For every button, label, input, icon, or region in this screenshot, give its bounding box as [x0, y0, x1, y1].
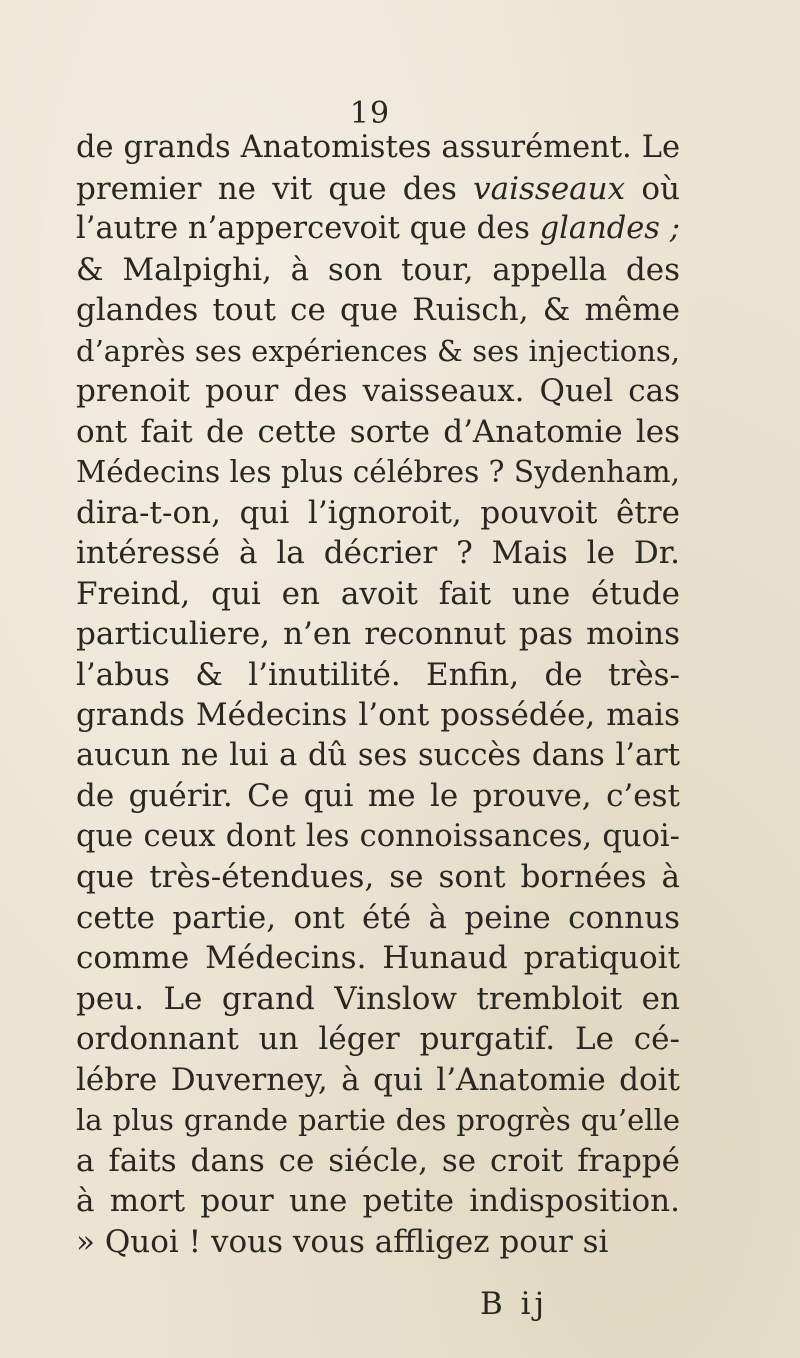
page-number: 19: [349, 96, 391, 131]
text-line: » Quoi ! vous vous affligez pour si: [76, 1223, 609, 1260]
body-text: [76, 128, 680, 1262]
text-line: d’après ses expériences & ses injections,: [76, 333, 680, 368]
text-line: intéressé à la décrier ? Mais le Dr.: [76, 535, 680, 571]
text-line: grands Médecins l’ont possédée, mais: [76, 697, 680, 733]
text-line: dira-t-on, qui l’ignoroit, pouvoit être: [76, 494, 680, 531]
text-line: Médecins les plus célébres ? Sydenham,: [76, 455, 680, 489]
text-line: comme Médecins. Hunaud pratiquoit: [76, 940, 680, 976]
text-line: à mort pour une petite indisposition.: [76, 1183, 680, 1219]
text-line: ordonnant un léger purgatif. Le cé-: [76, 1021, 680, 1057]
text-line: que très-étendues, se sont bornées à: [76, 859, 680, 895]
text-line: que ceux dont les connoissances, quoi-: [76, 818, 680, 854]
text-line: prenoit pour des vaisseaux. Quel cas: [76, 373, 680, 409]
text-line: lébre Duverney, à qui l’Anatomie doit: [76, 1061, 680, 1098]
italic-word: vaisseaux: [473, 170, 626, 207]
text-line: ont fait de cette sorte d’Anatomie les: [76, 413, 680, 450]
text-line: l’abus & l’inutilité. Enfin, de très-: [76, 656, 680, 693]
text-line: aucun ne lui a dû ses succès dans l’art: [76, 737, 680, 773]
text-line: a faits dans ce siécle, se croit frappé: [76, 1142, 680, 1179]
text-line: de guérir. Ce qui me le prouve, c’est: [76, 778, 680, 814]
text-line: peu. Le grand Vinslow trembloit en: [76, 980, 680, 1017]
text-line: & Malpighi, à son tour, appella des: [76, 251, 680, 288]
text-line: l’autre n’appercevoit que des glandes ;: [76, 211, 680, 246]
text-line: Freind, qui en avoit fait une étude: [76, 575, 680, 612]
signature-mark: B ij: [480, 1286, 549, 1322]
text-line: premier ne vit que des vaisseaux où: [76, 170, 680, 207]
text-line: de grands Anatomistes assurément. Le: [76, 130, 680, 165]
italic-word: glandes ;: [539, 211, 680, 246]
text-line: glandes tout ce que Ruisch, & même: [76, 292, 680, 328]
text-line: la plus grande partie des progrès qu’elle: [76, 1103, 680, 1137]
text-line: particuliere, n’en reconnut pas moins: [76, 616, 680, 652]
text-line: cette partie, ont été à peine connus: [76, 899, 680, 936]
